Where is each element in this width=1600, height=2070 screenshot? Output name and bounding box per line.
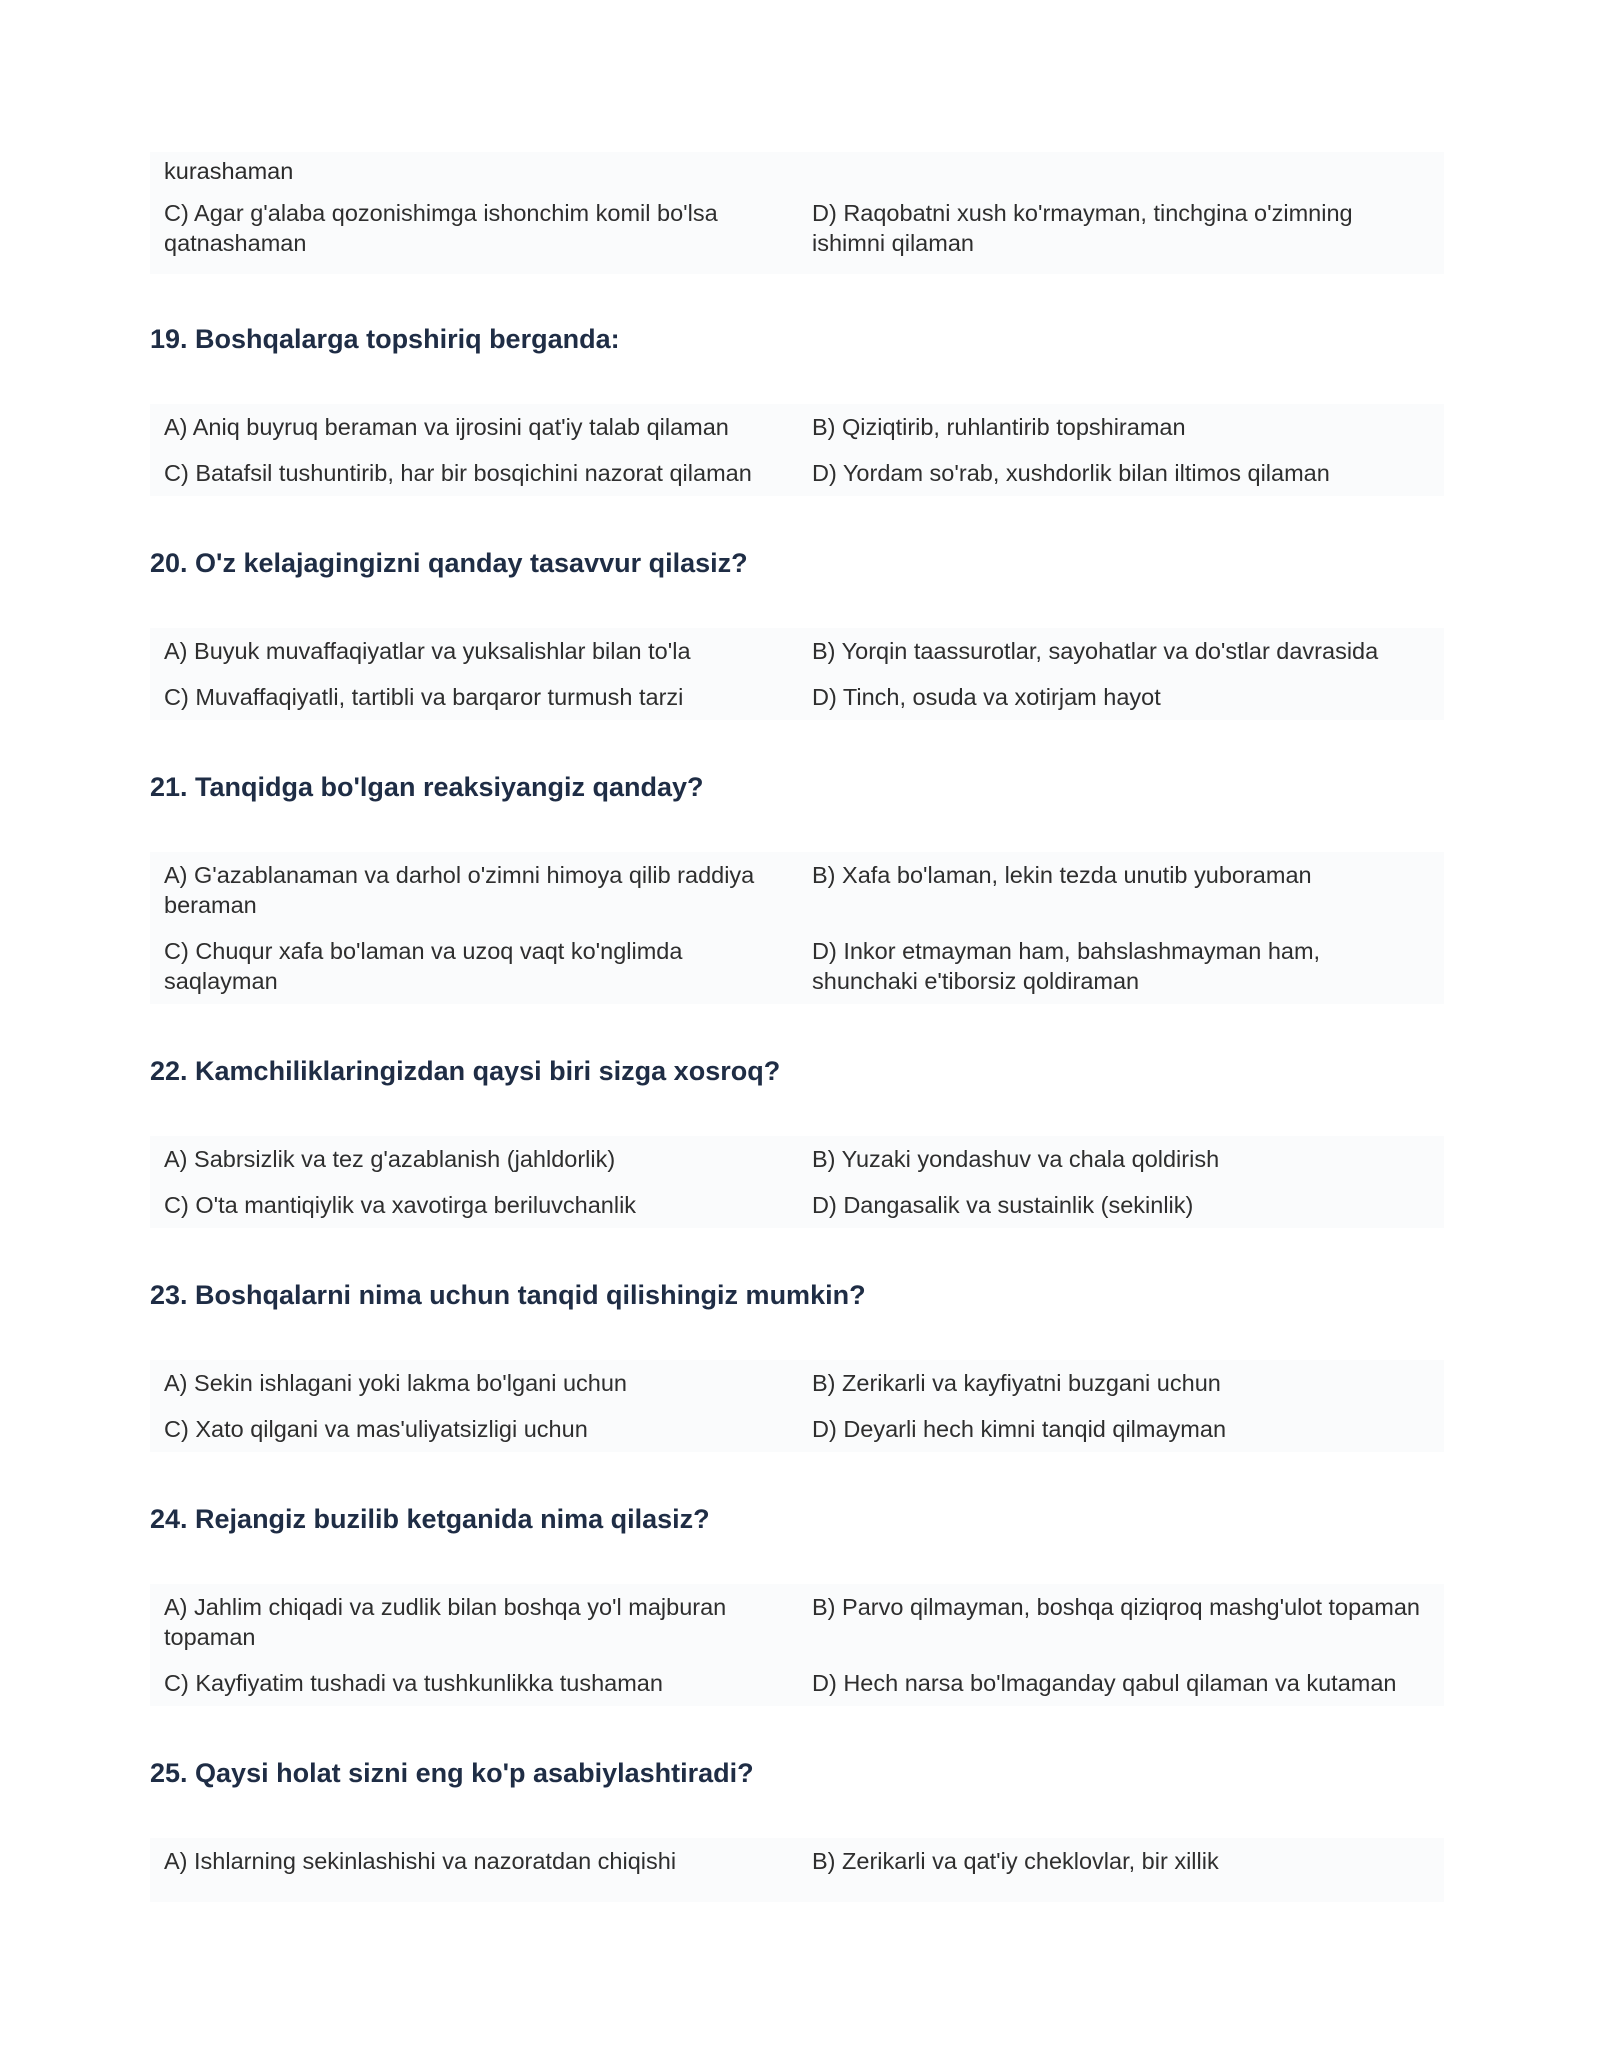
options-grid (150, 852, 1444, 1004)
option-c: C) Chuqur xafa bo'laman va uzoq vaqt ko'nglimda saqlayman (164, 938, 683, 994)
question-title: 25. Qaysi holat sizni eng ko'p asabiylashtiradi? (150, 1758, 754, 1788)
option-d: D) Tinch, osuda va xotirjam hayot (812, 684, 1161, 710)
option-d: D) Hech narsa bo'lmaganday qabul qilaman va kutaman (812, 1670, 1397, 1696)
option-d: D) Inkor etmayman ham, bahslashmayman ham, shunchaki e'tiborsiz qoldiraman (812, 938, 1321, 994)
question-24 (150, 1502, 1444, 1706)
question-25 (150, 1756, 1444, 1902)
question-21 (150, 770, 1444, 1004)
option-b: B) Zerikarli va kayfiyatni buzgani uchun (812, 1370, 1221, 1396)
option-a: A) Aniq buyruq beraman va ijrosini qat'iy talab qilaman (164, 414, 729, 440)
options-grid (150, 404, 1444, 496)
question-23 (150, 1278, 1444, 1452)
option-a: A) Sabrsizlik va tez g'azablanish (jahldorlik) (164, 1146, 616, 1172)
option-c: C) Kayfiyatim tushadi va tushkunlikka tushaman (164, 1670, 663, 1696)
option-c: C) Muvaffaqiyatli, tartibli va barqaror turmush tarzi (164, 684, 684, 710)
option-d: D) Deyarli hech kimni tanqid qilmayman (812, 1416, 1227, 1442)
question-title: 19. Boshqalarga topshiriq berganda: (150, 324, 620, 354)
option-a-continuation: kurashaman (164, 158, 294, 184)
question-title: 23. Boshqalarni nima uchun tanqid qilishingiz mumkin? (150, 1280, 866, 1310)
option-d: D) Dangasalik va sustainlik (sekinlik) (812, 1192, 1194, 1218)
option-a: A) Ishlarning sekinlashishi va nazoratdan chiqishi (164, 1848, 677, 1874)
question-title: 24. Rejangiz buzilib ketganida nima qilasiz? (150, 1504, 710, 1534)
option-c: C) Batafsil tushuntirib, har bir bosqichini nazorat qilaman (164, 460, 752, 486)
options-grid (150, 1838, 1444, 1902)
question-title: 21. Tanqidga bo'lgan reaksiyangiz qanday? (150, 772, 704, 802)
option-b: B) Qiziqtirib, ruhlantirib topshiraman (812, 414, 1186, 440)
option-c: C) Xato qilgani va mas'uliyatsizligi uchun (164, 1416, 588, 1442)
option-b: B) Parvo qilmayman, boshqa qiziqroq mashg'ulot topaman (812, 1594, 1420, 1620)
option-b: B) Yuzaki yondashuv va chala qoldirish (812, 1146, 1220, 1172)
options-grid (150, 1136, 1444, 1228)
options-grid (150, 1584, 1444, 1706)
option-b: B) Xafa bo'laman, lekin tezda unutib yuboraman (812, 862, 1312, 888)
option-b: B) Zerikarli va qat'iy cheklovlar, bir xillik (812, 1848, 1219, 1874)
option-a: A) Sekin ishlagani yoki lakma bo'lgani uchun (164, 1370, 628, 1396)
question-19 (150, 322, 1444, 496)
question-title: 22. Kamchiliklaringizdan qaysi biri sizga xosroq? (150, 1056, 781, 1086)
option-c: C) O'ta mantiqiylik va xavotirga beriluvchanlik (164, 1192, 637, 1218)
question-20 (150, 546, 1444, 720)
question-title: 20. O'z kelajagingizni qanday tasavvur qilasiz? (150, 548, 748, 578)
option-c: C) Agar g'alaba qozonishimga ishonchim komil bo'lsa qatnashaman (164, 200, 718, 256)
option-a: A) Jahlim chiqadi va zudlik bilan boshqa yo'l majburan topaman (164, 1594, 727, 1650)
option-b: B) Yorqin taassurotlar, sayohatlar va do'stlar davrasida (812, 638, 1379, 664)
option-d: D) Yordam so'rab, xushdorlik bilan iltimos qilaman (812, 460, 1330, 486)
options-grid (150, 1360, 1444, 1452)
option-a: A) Buyuk muvaffaqiyatlar va yuksalishlar bilan to'la (164, 638, 691, 664)
option-a: A) G'azablanaman va darhol o'zimni himoya qilib raddiya beraman (164, 862, 755, 918)
question-18-options-continued (150, 152, 1444, 274)
options-grid (150, 628, 1444, 720)
question-22 (150, 1054, 1444, 1228)
option-d: D) Raqobatni xush ko'rmayman, tinchgina o'zimning ishimni qilaman (812, 200, 1353, 256)
